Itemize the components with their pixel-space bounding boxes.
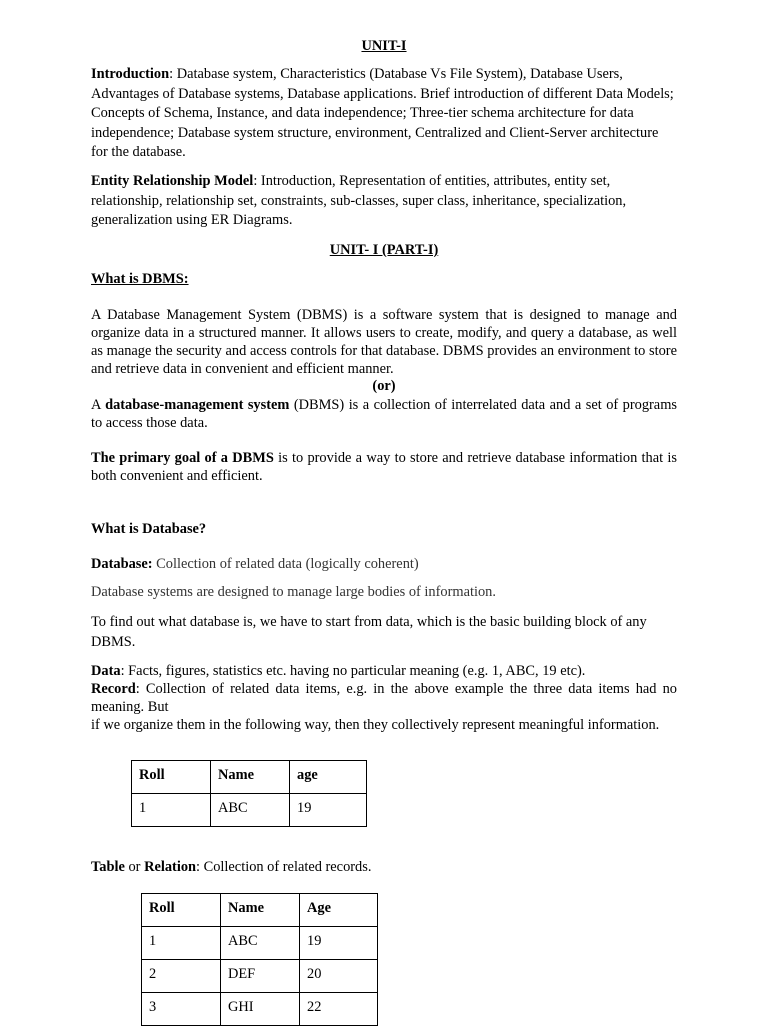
record-table (131, 760, 367, 827)
table-row (142, 993, 378, 1026)
table-header-cell: Age (300, 894, 378, 927)
table-header-cell: Name (221, 894, 300, 927)
organize-paragraph: if we organize them in the following way, then they collectively represent meaningful information. (91, 717, 660, 733)
intro-paragraph (91, 65, 677, 163)
table-header-cell: age (290, 761, 367, 794)
unit-heading: UNIT-I (361, 38, 407, 54)
table-definition (91, 858, 677, 878)
table-header-cell: Name (211, 761, 290, 794)
data-definition (91, 662, 677, 680)
goal-rest: is to provide a way to store and retrieve database information that is both convenient and efficient. (91, 450, 677, 484)
er-paragraph (91, 172, 677, 231)
goal-bold: The primary goal of a DBMS (91, 450, 274, 466)
table-cell: 22 (300, 993, 378, 1026)
relation-label: Relation (144, 859, 197, 875)
db-systems-text: Database systems are designed to manage large bodies of information. (91, 584, 496, 600)
table-cell: GHI (221, 993, 300, 1026)
or-text: (or) (372, 378, 396, 394)
part-heading: UNIT- I (PART-I) (329, 242, 439, 258)
database-label: Database: (91, 556, 153, 572)
table-label: Table (91, 859, 125, 875)
dbms-def-bold: database-management system (105, 397, 290, 413)
data-text: : Facts, figures, statistics etc. having no particular meaning (e.g. 1, ABC, 19 etc). (120, 663, 586, 679)
er-text: : Introduction, Representation of entities, attributes, entity set, relationship, relationship set, constraints, sub-classes, super class, inheritance, specialization, generalization using ER Diagrams. (91, 173, 627, 228)
record-text: : Collection of related data items, e.g. in the above example the three data items had no meaning. But (91, 681, 677, 715)
dbms-paragraph: A Database Management System (DBMS) is a software system that is designed to manage and organize data in a structured manner. It allows users to create, modify, and query a database, as well as manage the security and access controls for that database. DBMS provides an environment to store and retrieve data in convenient and efficient manner. (91, 307, 677, 377)
table-cell: 2 (142, 960, 221, 993)
table-cell: ABC (221, 927, 300, 960)
find-out-paragraph: To find out what database is, we have to start from data, which is the basic building block of any DBMS. (91, 614, 647, 650)
dbms-def-rest: (DBMS) is a collection of interrelated data and a set of programs to access those data. (91, 397, 677, 431)
table-header-row (132, 761, 367, 794)
record-definition (91, 680, 677, 716)
table-or: or (124, 859, 145, 875)
table-def-text: : Collection of related records. (196, 859, 372, 875)
relation-table (141, 893, 378, 1026)
table-header-cell: Roll (132, 761, 211, 794)
what-is-db-heading: What is Database? (91, 521, 207, 537)
table-header-cell: Roll (142, 894, 221, 927)
table-header-row (142, 894, 378, 927)
table-cell: ABC (211, 794, 290, 827)
record-label: Record (91, 681, 136, 697)
dbms-def-prefix: A (91, 397, 106, 413)
er-label: Entity Relationship Model (91, 173, 254, 189)
table-cell: 19 (290, 794, 367, 827)
table-row (142, 960, 378, 993)
intro-text: : Database system, Characteristics (Database Vs File System), Database Users, Advantages of Database systems, Database applications. Brief introduction of different Data Models; Concepts of Schema, Instance, and data independence; Three-tier schema architecture for data independence; Database system structure, environment, Centralized and Client-Server architecture for the database. (91, 66, 674, 160)
table-cell: 20 (300, 960, 378, 993)
goal-paragraph (91, 449, 677, 485)
intro-label: Introduction (91, 66, 170, 82)
table-cell: 1 (132, 794, 211, 827)
table-row (132, 794, 367, 827)
data-label: Data (91, 663, 121, 679)
what-is-dbms-heading: What is DBMS: (91, 271, 189, 287)
table-cell: 3 (142, 993, 221, 1026)
database-definition (91, 555, 677, 575)
table-cell: 19 (300, 927, 378, 960)
dbms-definition (91, 396, 677, 432)
table-cell: DEF (221, 960, 300, 993)
table-cell: 1 (142, 927, 221, 960)
database-text: Collection of related data (logically coherent) (152, 556, 419, 572)
table-row (142, 927, 378, 960)
